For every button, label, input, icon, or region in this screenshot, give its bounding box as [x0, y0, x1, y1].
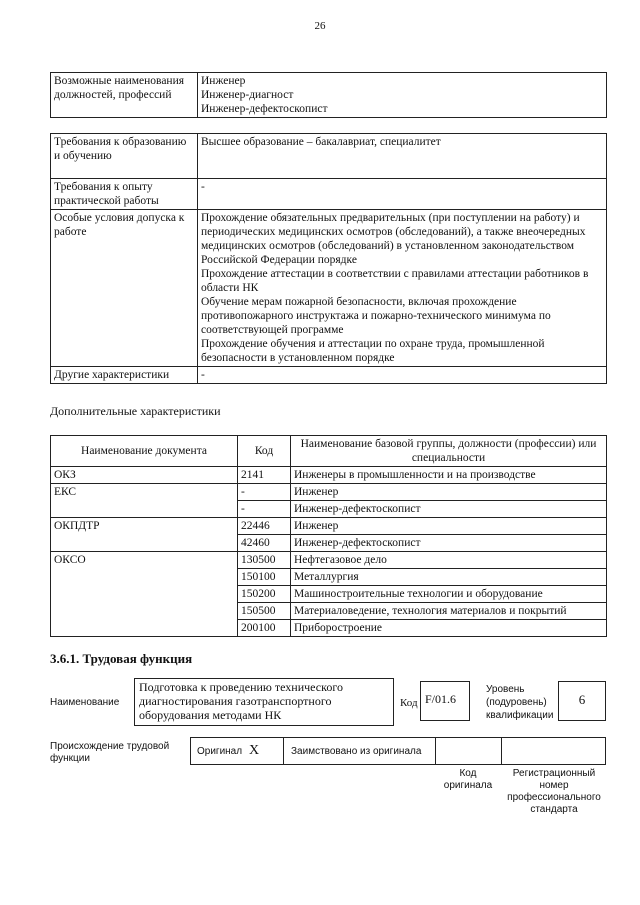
row-code: 200100 [238, 620, 291, 637]
row-doc: ОКЗ [51, 467, 238, 484]
origin-box [190, 737, 606, 765]
row-code: 150200 [238, 586, 291, 603]
original-label: Оригинал [197, 746, 243, 757]
job-titles-values: Инженер Инженер-диагност Инженер-дефектоскопист [198, 73, 607, 118]
req-education-value: Высшее образование – бакалавриат, специалитет [198, 134, 607, 179]
function-name-value: Подготовка к проведению технического диагностирования газотранспортного оборудования методами НК [134, 678, 394, 726]
req-other-label: Другие характеристики [51, 367, 198, 384]
row-doc: ОКСО [51, 552, 238, 637]
row-doc: ОКПДТР [51, 518, 238, 552]
row-group: Приборостроение [291, 620, 607, 637]
row-group: Металлургия [291, 569, 607, 586]
row-group: Инженеры в промышленности и на производстве [291, 467, 607, 484]
req-education-label: Требования к образованию и обучению [51, 134, 198, 179]
header-code: Код [238, 436, 291, 467]
row-doc: ЕКС [51, 484, 238, 518]
req-other-value: - [198, 367, 607, 384]
reg-number-label: Регистрационный номер профессионального стандарта [507, 768, 601, 815]
function-code-value: F/01.6 [420, 681, 470, 721]
origin-label: Происхождение трудовой функции [50, 741, 170, 764]
req-admission-value: Прохождение обязательных предварительных (при поступлении на работу) и периодических медицинских осмотров (обследований), а также внеочередных медицинских осмотров (обследований) в установленном законодательством Российской Федерации порядке Прохождение аттестации в соответствии с правилами аттестации работников в области НК Обучение мерам пожарной безопасности, включая прохождение противопожарного инструктажа и пожарно-технического минимума по соответствующей программе Прохождение обучения и аттестации по охране труда, промышленной безопасности в установленном порядке [198, 210, 607, 367]
row-group: Инженер-дефектоскопист [291, 501, 607, 518]
row-group: Машиностроительные технологии и оборудование [291, 586, 607, 603]
function-level-value: 6 [558, 681, 606, 721]
row-code: - [238, 484, 291, 501]
additional-caption: Дополнительные характеристики [50, 404, 221, 418]
requirements-table [50, 133, 607, 384]
job-titles-table [50, 72, 607, 118]
row-code: 150500 [238, 603, 291, 620]
row-code: 150100 [238, 569, 291, 586]
row-group: Материаловедение, технология материалов и покрытий [291, 603, 607, 620]
function-name-label: Наименование [50, 697, 120, 708]
req-experience-label: Требования к опыту практической работы [51, 179, 198, 210]
row-code: - [238, 501, 291, 518]
origin-code-label: Код оригинала [443, 768, 493, 791]
job-titles-label: Возможные наименования должностей, профессий [51, 73, 198, 118]
table-row [51, 484, 607, 501]
page-number: 26 [314, 20, 326, 32]
row-group: Инженер-дефектоскопист [291, 535, 607, 552]
header-group: Наименование базовой группы, должности (профессии) или специальности [291, 436, 607, 467]
borrowed-label: Заимствовано из оригинала [291, 746, 422, 757]
req-experience-value: - [198, 179, 607, 210]
row-group: Нефтегазовое дело [291, 552, 607, 569]
req-admission-label: Особые условия допуска к работе [51, 210, 198, 367]
function-code-label: Код [400, 697, 418, 709]
table-row [51, 552, 607, 569]
row-code: 42460 [238, 535, 291, 552]
table-row [51, 518, 607, 535]
row-code: 130500 [238, 552, 291, 569]
row-group: Инженер [291, 518, 607, 535]
header-doc: Наименование документа [51, 436, 238, 467]
row-code: 2141 [238, 467, 291, 484]
table-row [51, 467, 607, 484]
additional-table [50, 435, 607, 637]
row-group: Инженер [291, 484, 607, 501]
function-level-label: Уровень (подуровень) квалификации [486, 684, 554, 721]
row-code: 22446 [238, 518, 291, 535]
function-title: 3.6.1. Трудовая функция [50, 651, 193, 666]
original-mark: X [249, 743, 260, 758]
